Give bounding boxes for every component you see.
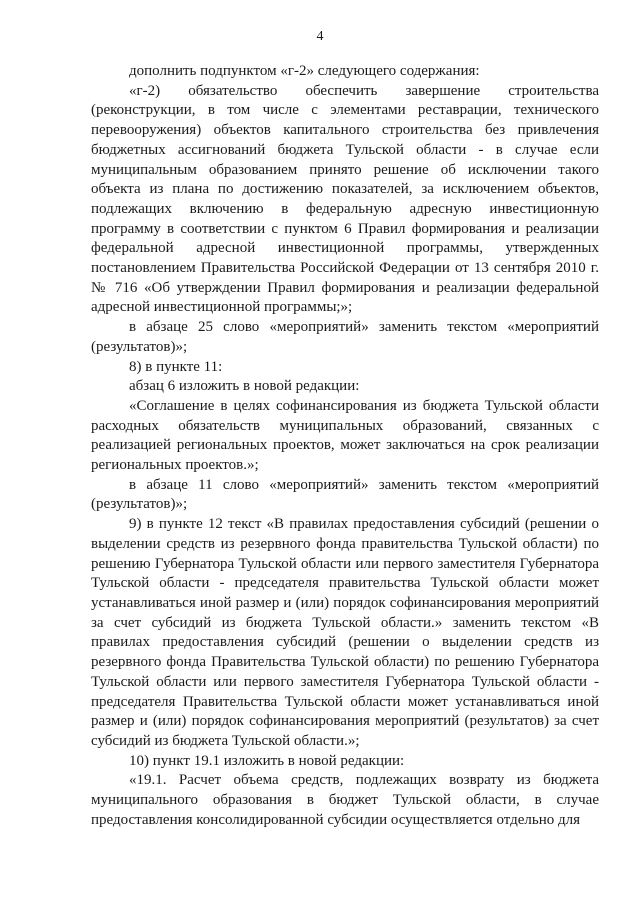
paragraph-item-9: 9) в пункте 12 текст «В правилах предоставления субсидий (решении о выделении средств из резервного фонда правительства Тульской области) по решению Губернатора Тульской области или первого заместителя Губернатора Тульской области - председателя правительства Тульской области может устанавливаться иной размер и (или) порядок софинансирования мероприятий за счет субсидий из бюджета Тульской области.» заменить текстом «В правилах предоставления субсидий (решении о выделении средств из резервного фонда Правительства Тульской области) по решению Губернатора Тульской области или первого заместителя Губернатора Тульской области - председателя Правительства Тульской области может устанавливаться иной размер и (или) порядок софинансирования мероприятий (результатов) за счет субсидий из бюджета Тульской области.»;: [91, 516, 599, 749]
paragraph-intro: дополнить подпунктом «г-2» следующего содержания:: [129, 63, 480, 79]
paragraph-19-1: «19.1. Расчет объема средств, подлежащих возврату из бюджета муниципального образования в бюджет Тульской области, в случае предоставления консолидированной субсидии осуществляется отдельно для: [91, 772, 599, 828]
paragraph-abzac-6: абзац 6 изложить в новой редакции:: [129, 378, 360, 395]
paragraph-item-8: 8) в пункте 11:: [129, 358, 223, 375]
paragraph-agreement: «Соглашение в целях софинансирования из бюджета Тульской области расходных обязательств муниципальных образований, связанных с реализацией региональных проектов, может заключаться на срок реализации региональных проектов.»;: [91, 397, 599, 474]
paragraph-item-10: 10) пункт 19.1 изложить в новой редакции:: [129, 752, 405, 769]
paragraph-abzac-25: в абзаце 25 слово «мероприятий» заменить текстом «мероприятий (результатов)»;: [91, 319, 599, 355]
paragraph-subitem-g2: «г-2) обязательство обеспечить завершение строительства (реконструкции, в том числе с элементами реставрации, технического перевооружения) объектов капитального строительства без привлечения бюджетных ассигнований бюджета Тульской области - в случае если муниципальным образованием принято решение об исключении такого объекта из плана по достижению показателей, за исключением объектов, подлежащих включению в федеральную адресную инвестиционную программу в соответствии с пунктом 6 Правил формирования и реализации федеральной адресной инвестиционной программы, утвержденных постановлением Правительства Российской Федерации от 13 сентября 2010 г. № 716 «Об утверждении Правил формирования и реализации федеральной адресной инвестиционной программы;»;: [91, 82, 599, 316]
page-number: 4: [316, 29, 324, 44]
document-body: [91, 62, 599, 830]
paragraph-abzac-11: в абзаце 11 слово «мероприятий» заменить текстом «мероприятий (результатов)»;: [91, 476, 599, 513]
